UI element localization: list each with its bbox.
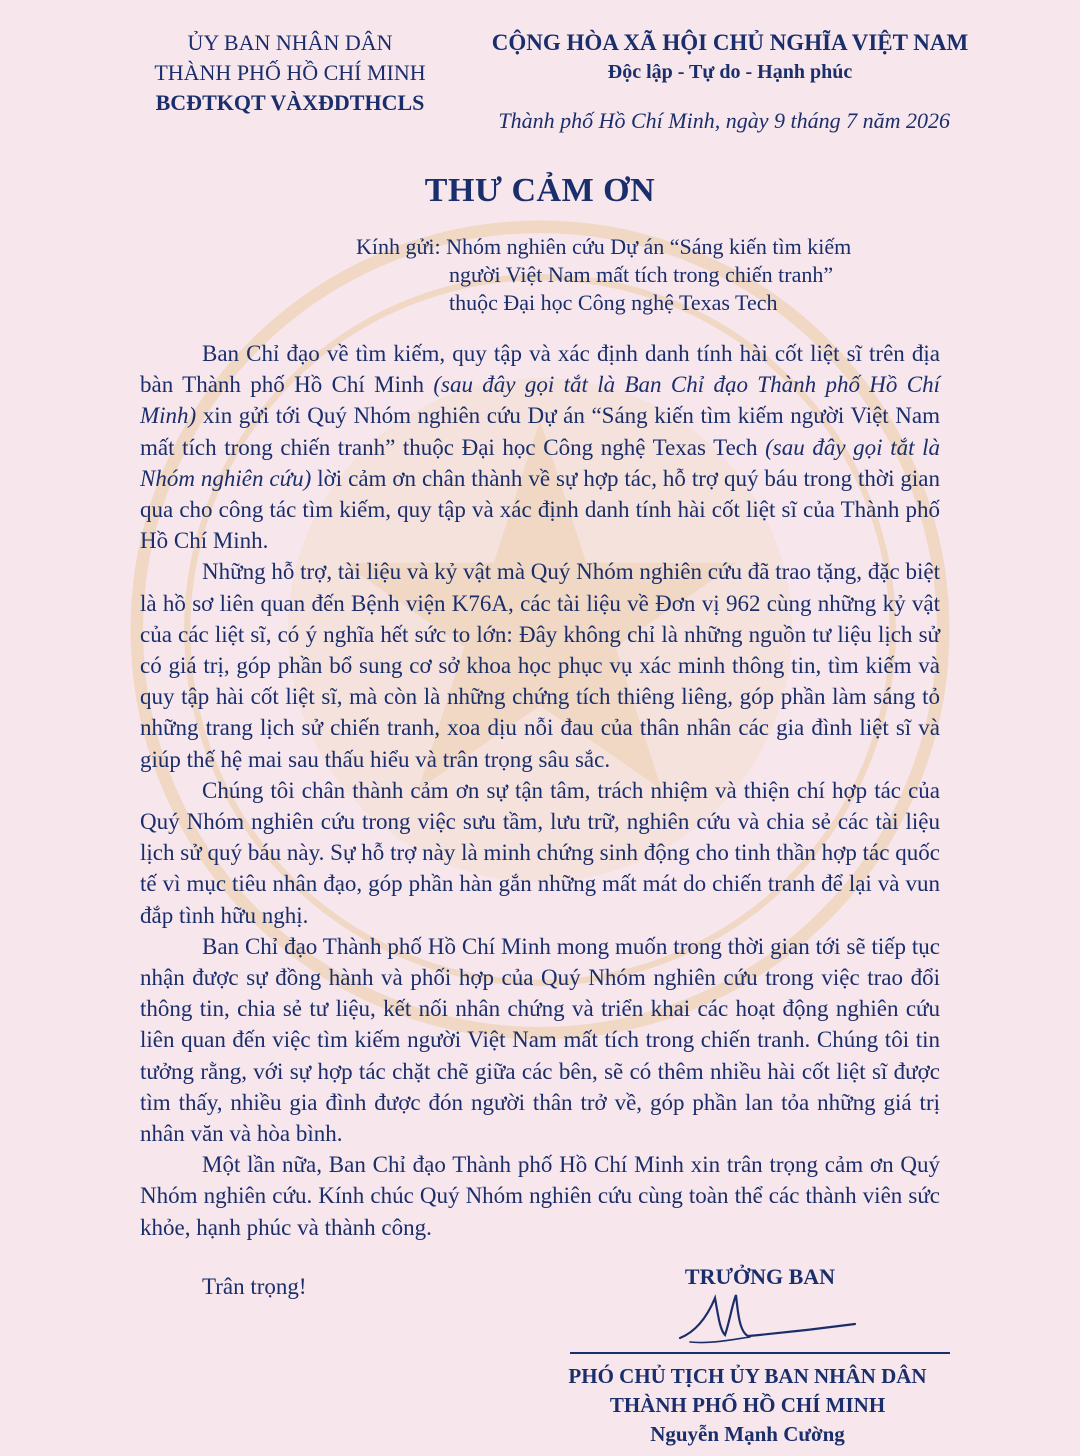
paragraph-1-italic-a: (sau đây gọi tắt là Ban Chỉ đạo Thành phố Hồ Chí Minh) — [140, 372, 940, 429]
signer-position-2: THÀNH PHỐ HỒ CHÍ MINH — [609, 1393, 886, 1417]
recipient-line-1: Kính gửi: Nhóm nghiên cứu Dự án “Sáng kiến tìm kiếm — [356, 234, 852, 259]
handwritten-signature — [670, 1290, 860, 1350]
paragraph-2: Những hỗ trợ, tài liệu và kỷ vật mà Quý Nhóm nghiên cứu đã trao tặng, đặc biệt là hồ sơ liên quan đến Bệnh viện K76A, các tài liệu về Đơn vị 962 cùng những kỷ vật của các liệt sĩ, có ý nghĩa hết sức to lớn: Đây không chỉ là những nguồn tư liệu lịch sử có giá trị, góp phần bổ sung cơ sở khoa học phục vụ xác minh thông tin, tìm kiếm và quy tập hài cốt liệt sĩ, mà còn là những chứng tích thiêng liêng, góp phần làm sáng tỏ những trang lịch sử chiến tranh, xoa dịu nỗi đau của thân nhân các gia đình liệt sĩ và giúp thế hệ mai sau thấu hiểu và trân trọng sâu sắc. — [140, 559, 940, 772]
signature-divider — [570, 1352, 950, 1354]
paragraph-1-text-b: xin gửi tới Quý Nhóm nghiên cứu Dự án “Sáng kiến tìm kiếm người Việt Nam mất tích trong chiến tranh” thuộc Đại học Công nghệ Texas Tech — [140, 403, 940, 460]
national-header — [470, 28, 990, 86]
signer-block — [560, 1362, 935, 1449]
nation-name: CỘNG HÒA XÃ HỘI CHỦ NGHĨA VIỆT NAM — [491, 30, 969, 55]
closing: Trân trọng! — [202, 1274, 307, 1299]
paragraph-1-text-a: Ban Chỉ đạo về tìm kiếm, quy tập và xác định danh tính hài cốt liệt sĩ trên địa bàn Thành phố Hồ Chí Minh — [140, 341, 940, 398]
paragraph-4: Ban Chỉ đạo Thành phố Hồ Chí Minh mong muốn trong thời gian tới sẽ tiếp tục nhận được sự đồng hành và phối hợp của Quý Nhóm nghiên cứu trong việc trao đổi thông tin, chia sẻ tư liệu, kết nối nhân chứng và triển khai các hoạt động nghiên cứu liên quan đến việc tìm kiếm người Việt Nam mất tích trong chiến tranh. Chúng tôi tin tưởng rằng, với sự hợp tác chặt chẽ giữa các bên, sẽ có thêm nhiều hài cốt liệt sĩ được tìm thấy, nhiều gia đình được đón người thân trở về, góp phần lan tỏa những giá trị nhân văn và hòa bình. — [140, 933, 940, 1147]
signer-position-1: PHÓ CHỦ TỊCH ỦY BAN NHÂN DÂN — [568, 1364, 927, 1388]
recipient-line-3: thuộc Đại học Công nghệ Texas Tech — [449, 290, 778, 315]
national-motto: Độc lập - Tự do - Hạnh phúc — [607, 61, 853, 83]
letter-title: THƯ CẢM ƠN — [424, 172, 656, 209]
paragraph-1 — [140, 338, 940, 556]
signer-title: TRƯỞNG BAN — [684, 1264, 836, 1289]
paragraph-1-text-c: lời cảm ơn chân thành về sự hợp tác, hỗ trợ quý báu trong thời gian qua cho công tác tìm kiếm, quy tập và xác định danh tính hài cốt liệt sĩ của Thành phố Hồ Chí Minh. — [140, 465, 940, 554]
agency-line-2: THÀNH PHỐ HỒ CHÍ MINH — [154, 60, 426, 85]
recipient-line-2: người Việt Nam mất tích trong chiến tranh” — [449, 262, 834, 287]
agency-line-1: ỦY BAN NHÂN DÂN — [187, 30, 393, 55]
paragraph-3: Chúng tôi chân thành cảm ơn sự tận tâm, trách nhiệm và thiện chí hợp tác của Quý Nhóm nghiên cứu trong việc sưu tầm, lưu trữ, nghiên cứu và chia sẻ các tài liệu lịch sử quý báu này. Sự hỗ trợ này là minh chứng sinh động cho tinh thần hợp tác quốc tế vì mục tiêu nhân đạo, góp phần hàn gắn những mất mát do chiến tranh để lại và vun đắp tình hữu nghị. — [140, 777, 940, 928]
recipient-block — [356, 233, 916, 317]
paragraph-1-italic-b: (sau đây gọi tắt là Nhóm nghiên cứu) — [140, 434, 940, 491]
paragraph-5: Một lần nữa, Ban Chỉ đạo Thành phố Hồ Chí Minh xin trân trọng cảm ơn Quý Nhóm nghiên cứu. Kính chúc Quý Nhóm nghiên cứu cùng toàn thể các thành viên sức khỏe, hạnh phúc và thành công. — [140, 1152, 940, 1240]
signer-name: Nguyễn Mạnh Cường — [650, 1422, 845, 1446]
letter-body — [140, 338, 940, 1243]
agency-line-3: BCĐTKQT VÀXĐDTHCLS — [155, 90, 425, 115]
issuing-agency — [110, 28, 470, 118]
dateline: Thành phố Hồ Chí Minh, ngày 9 tháng 7 năm 2026 — [498, 108, 950, 133]
